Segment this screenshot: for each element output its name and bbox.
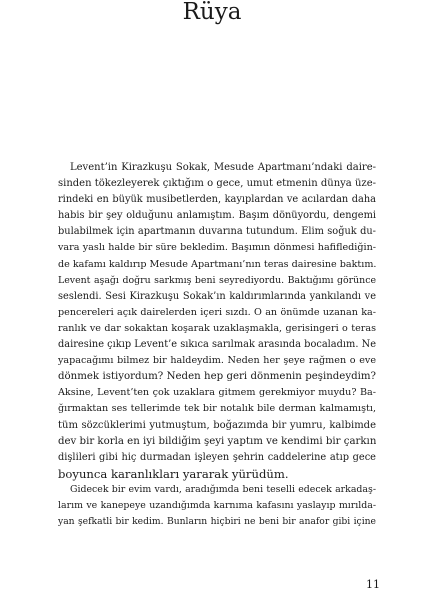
text-line: dairesine çıkıp Levent’e sıkıca sarılmak arasında bocaladım. Ne — [58, 339, 376, 351]
text-line: dev bir korla en iyi bildiğim şeyi yaptım ve kendimi bir çarkın — [58, 435, 376, 447]
text-line: boyunca karanlıkları yararak yürüdüm. — [58, 466, 289, 481]
text-line: dişlileri gibi hiç durmadan işleyen şehrin caddelerine atıp gece — [58, 451, 376, 463]
text-line: pencereleri açık dairelerden içeri sızdı. O an önümde uzanan ka- — [58, 306, 376, 318]
body-text — [58, 160, 376, 530]
text-line: de kafamı kaldırıp Mesude Apartmanı’nın teras dairesine baktım. — [58, 258, 376, 270]
text-line: rindeki en büyük musibetlerden, kayıplardan ve acılardan daha — [58, 194, 376, 206]
text-line: Aksine, Levent’ten çok uzaklara gitmem gerekmiyor muydu? Ba- — [58, 387, 376, 399]
text-line: Levent aşağı doğru sarkmış beni seyrediyordu. Baktığımı görünce — [58, 274, 376, 286]
text-line: bulabilmek için apartmanın duvarına tutundum. Elim soğuk du- — [58, 226, 376, 238]
text-line: vara yaslı halde bir süre bekledim. Başımın dönmesi hafiflediğin- — [58, 242, 376, 254]
chapter-title: Rüya — [182, 0, 242, 25]
text-line: larım ve kanepeye uzandığımda karnıma kafasını yaslayıp mırılda- — [58, 499, 376, 511]
text-line: sinden tökezleyerek çıktığım o gece, umut etmenin dünya üze- — [58, 178, 376, 190]
text-line: yan şefkatli bir kedim. Bunların hiçbiri ne beni bir anafor gibi içine — [58, 516, 376, 528]
paragraph — [58, 160, 376, 482]
text-line: dönmek istiyordum? Neden hep geri dönmenin peşindeydim? — [58, 371, 376, 383]
paragraph — [58, 482, 376, 530]
text-line: Levent’in Kirazkuşu Sokak, Mesude Apartmanı’ndaki daire- — [70, 162, 376, 173]
page-number: 11 — [366, 578, 380, 591]
text-line: ğırmaktan ses tellerimde tek bir notalık bile derman kalmamıştı, — [58, 403, 376, 415]
text-line: tüm sözcüklerimi yutmuştum, boğazımda bir yumru, kalbimde — [58, 419, 376, 431]
text-line: ranlık ve dar sokaktan koşarak uzaklaşmakla, gerisingeri o teras — [58, 322, 376, 334]
text-line: habis bir şey olduğunu anlamıştım. Başım dönüyordu, dengemi — [58, 210, 376, 222]
text-line: yapacağımı bilmez bir haldeydim. Neden her şeye rağmen o eve — [58, 355, 376, 367]
text-line: seslendi. Sesi Kirazkuşu Sokak’ın kaldırımlarında yankılandı ve — [58, 290, 376, 302]
text-line: Gidecek bir evim vardı, aradığımda beni teselli edecek arkadaş- — [70, 483, 376, 495]
